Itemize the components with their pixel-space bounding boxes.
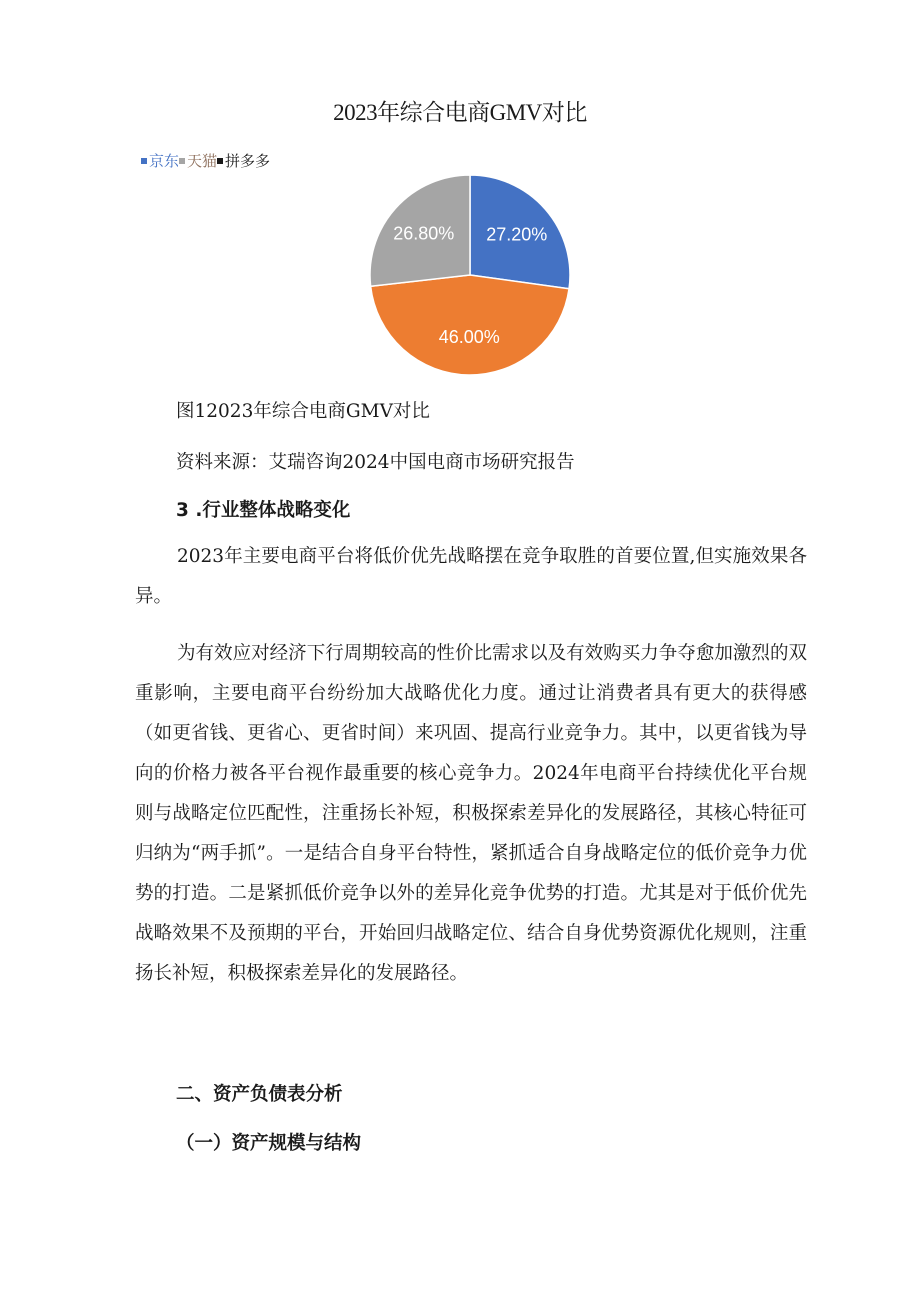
legend-label-pdd: 拼多多 <box>225 153 271 170</box>
figure-source: 资料来源：艾瑞咨询2024中国电商市场研究报告 <box>176 452 575 473</box>
legend-label-tmall: 天猫 <box>187 153 218 170</box>
slice-label-pdd: 46.00% <box>438 326 500 347</box>
legend-label-jd: 京东 <box>149 153 180 170</box>
slice-label-jd: 27.20% <box>486 224 548 245</box>
paragraph-1: 2023年主要电商平台将低价优先战略摆在竞争取胜的首要位置,但实施效果各异。 <box>135 546 807 607</box>
legend-swatch-tmall <box>179 158 185 164</box>
figure-caption: 图12023年综合电商GMV对比 <box>176 401 430 422</box>
slice-pdd <box>371 275 569 375</box>
legend-item-tmall <box>179 150 217 171</box>
legend-swatch-pdd <box>217 158 223 164</box>
chart-title: 2023年综合电商GMV对比 <box>333 100 587 125</box>
legend-swatch-jd <box>141 158 147 164</box>
slice-label-tmall: 26.80% <box>393 223 455 244</box>
section-heading-3: 3 .行业整体战略变化 <box>176 500 351 521</box>
section-heading-2: 二、资产负债表分析 <box>176 1084 343 1105</box>
legend-item-pdd <box>217 150 270 171</box>
subsection-heading-1: （一）资产规模与结构 <box>176 1133 362 1154</box>
paragraph-2: 为有效应对经济下行周期较高的性价比需求以及有效购买力争夺愈加激烈的双重影响，主要电商平台纷纷加大战略优化力度。通过让消费者具有更大的获得感（如更省钱、更省心、更省时间）来巩固、提高行业竞争力。其中，以更省钱为导向的价格力被各平台视作最重要的核心竞争力。2024年电商平台持续优化平台规则与战略定位匹配性，注重扬长补短，积极探索差异化的发展路径，其核心特征可归纳为“两手抓”。一是结合自身平台特性，紧抓适合自身战略定位的低价竞争力优势的打造。二是紧抓低价竞争以外的差异化竞争优势的打造。尤其是对于低价优先战略效果不及预期的平台，开始回归战略定位、结合自身优势资源优化规则，注重扬长补短，积极探索差异化的发展路径。 <box>135 643 807 984</box>
legend-item-jd <box>141 150 179 171</box>
pie-chart <box>365 170 575 380</box>
chart-legend <box>141 150 270 171</box>
pie-chart-svg <box>365 170 575 380</box>
